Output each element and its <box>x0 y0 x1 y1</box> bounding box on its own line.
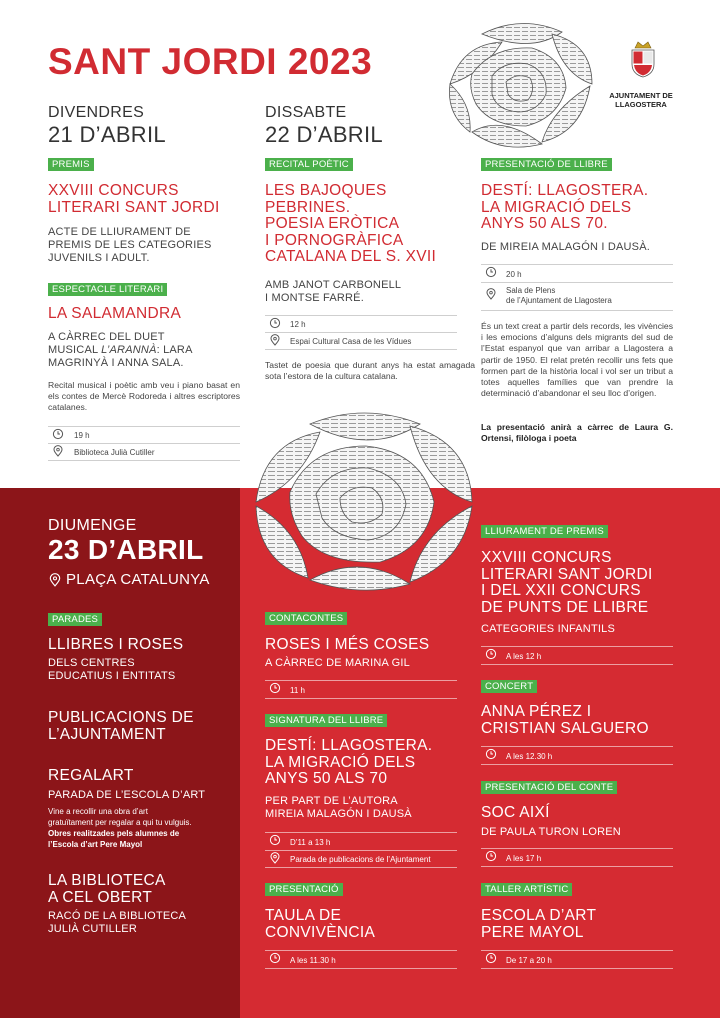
parade-1-title: LLIBRES I ROSES <box>48 636 184 653</box>
mid-2-time: D’11 a 13 h <box>290 838 331 847</box>
divider <box>265 867 457 868</box>
divider <box>265 332 457 333</box>
col3-tag-presentacio: PRESENTACIÓ DE LLIBRE <box>481 158 612 171</box>
divider <box>481 950 673 951</box>
col3-time: 20 h <box>506 270 522 279</box>
right-4-title: ESCOLA D’ART PERE MAYOL <box>481 907 597 941</box>
clock-icon <box>269 952 281 964</box>
mid-2-sub: PER PART DE L’AUTORA MIREIA MALAGÓN I DAUSÀ <box>265 795 412 820</box>
mid-3-title: TAULA DE CONVIVÈNCIA <box>265 907 376 941</box>
paper-rose-middle <box>250 402 478 598</box>
saturday-desc: Tastet de poesia que durant anys ha estat amagada sota l’estora de la cultura catalana. <box>265 360 475 382</box>
parade-4-sub: RACÓ DE LA BIBLIOTECA JULIÀ CUTILLER <box>48 910 187 935</box>
location-pin-icon <box>48 573 62 587</box>
sunday-bg-dark <box>0 488 240 1018</box>
mid-tag-contacontes: CONTACONTES <box>265 612 347 625</box>
clock-icon <box>485 648 497 660</box>
divider <box>265 968 457 969</box>
paper-rose-top <box>442 14 598 154</box>
divider <box>265 832 457 833</box>
saturday-date: 22 D’ABRIL <box>265 122 383 147</box>
divider <box>481 746 673 747</box>
friday-day: DIVENDRES <box>48 104 145 121</box>
divider <box>481 848 673 849</box>
friday-tag-espectacle: ESPECTACLE LITERARI <box>48 283 167 296</box>
sub-line-a: A CÀRREC DEL DUET <box>48 331 165 343</box>
col3-desc: És un text creat a partir dels records, les vivències i les emocions d’alguns dels migrants del sud de l’Estat espanyol que van arribar a Llagostera a partir de 1950. El relat pretén recollir uns fets que formen part de la història local i vol ser un tribut a totes aquelles famílies que van prendre la determinació d’abandonar el seu lloc d’origen. <box>481 321 673 399</box>
right-1-title: XXVIII CONCURS LITERARI SANT JORDI I DEL XXII CONCURS DE PUNTS DE LLIBRE <box>481 549 653 616</box>
col3-event-sub: DE MIREIA MALAGÓN I DAUSÀ. <box>481 241 651 253</box>
mid-tag-signatura: SIGNATURA DEL LLIBRE <box>265 714 387 727</box>
divider <box>265 349 457 350</box>
sub-line-c: : LARA <box>156 344 193 356</box>
divider <box>265 950 457 951</box>
friday-time: 19 h <box>74 431 90 440</box>
saturday-place: Espai Cultural Casa de les Vídues <box>290 337 412 346</box>
coat-of-arms-icon <box>618 40 668 78</box>
divider <box>481 664 673 665</box>
saturday-event-title: LES BAJOQUES PEBRINES. POESIA ERÒTICA I PORNOGRÀFICA CATALANA DEL S. XVII <box>265 182 437 265</box>
right-1-time: A les 12 h <box>506 652 542 661</box>
col3-event-title: DESTÍ: LLAGOSTERA. LA MIGRACIÓ DELS ANYS 50 ALS 70. <box>481 182 649 232</box>
divider <box>48 443 240 444</box>
saturday-time: 12 h <box>290 320 306 329</box>
band-name: L’ARANNÀ <box>101 344 157 356</box>
clock-icon <box>485 266 497 278</box>
clock-icon <box>269 834 281 846</box>
parade-3-note: Vine a recollir una obra d’art gratuïtament per regalar a qui tu vulguis. <box>48 807 192 827</box>
right-tag-concert: CONCERT <box>481 680 537 693</box>
sunday-tag-parades: PARADES <box>48 613 102 626</box>
friday-tag-premis: PREMIS <box>48 158 94 171</box>
mid-2-title: DESTÍ: LLAGOSTERA. LA MIGRACIÓ DELS ANYS 50 ALS 70 <box>265 737 433 787</box>
sunday-day: DIUMENGE <box>48 517 137 534</box>
friday-event1-title: XXVIII CONCURS LITERARI SANT JORDI <box>48 182 220 216</box>
location-pin-icon <box>269 334 281 346</box>
divider <box>265 315 457 316</box>
right-tag-conte: PRESENTACIÓ DEL CONTE <box>481 781 617 794</box>
clock-icon <box>269 682 281 694</box>
parade-3-note-bold: Obres realitzades pels alumnes de l’Escola d’art Pere Mayol <box>48 829 180 849</box>
parade-1-sub: DELS CENTRES EDUCATIUS I ENTITATS <box>48 657 176 682</box>
mid-3-time: A les 11.30 h <box>290 956 336 965</box>
right-3-title: SOC AIXÍ <box>481 804 550 821</box>
sunday-date: 23 D’ABRIL <box>48 534 204 565</box>
sunday-place: PLAÇA CATALUNYA <box>66 571 210 588</box>
mid-2-place: Parada de publicacions de l’Ajuntament <box>290 855 431 864</box>
divider <box>48 460 240 461</box>
divider <box>481 264 673 265</box>
location-pin-icon <box>269 852 281 864</box>
location-pin-icon <box>485 288 497 300</box>
parade-4-title: LA BIBLIOTECA A CEL OBERT <box>48 872 166 906</box>
col3-place: Sala de Plens de l’Ajuntament de Llagostera <box>506 286 612 305</box>
clock-icon <box>485 850 497 862</box>
col3-note: La presentació anirà a càrrec de Laura G. Ortensi, filòloga i poeta <box>481 422 673 444</box>
parade-2-title: PUBLICACIONS DE L’AJUNTAMENT <box>48 709 194 743</box>
divider <box>265 698 457 699</box>
clock-icon <box>485 748 497 760</box>
friday-place: Biblioteca Julià Cutiller <box>74 448 155 457</box>
divider <box>481 968 673 969</box>
right-3-sub: DE PAULA TURON LOREN <box>481 826 621 838</box>
clock-icon <box>485 952 497 964</box>
logo-text: AJUNTAMENT DE LLAGOSTERA <box>609 91 673 109</box>
parade-3-title: REGALART <box>48 767 134 784</box>
divider <box>265 850 457 851</box>
right-2-title: ANNA PÉREZ I CRISTIAN SALGUERO <box>481 703 649 737</box>
divider <box>481 282 673 283</box>
clock-icon <box>269 317 281 329</box>
divider <box>481 310 673 311</box>
saturday-day: DISSABTE <box>265 104 347 121</box>
saturday-tag-recital: RECITAL POÈTIC <box>265 158 353 171</box>
friday-event1-sub: ACTE DE LLIURAMENT DE PREMIS DE LES CATEGORIES JUVENILS I ADULT. <box>48 226 212 264</box>
mid-tag-presentacio: PRESENTACIÓ <box>265 883 343 896</box>
right-tag-taller: TALLER ARTÍSTIC <box>481 883 572 896</box>
divider <box>481 646 673 647</box>
saturday-event-sub: AMB JANOT CARBONELL I MONTSE FARRÉ. <box>265 279 402 304</box>
mid-1-title: ROSES I MÉS COSES <box>265 636 430 653</box>
parade-3-sub: PARADA DE L’ESCOLA D’ART <box>48 789 206 801</box>
mid-1-sub: A CÀRREC DE MARINA GIL <box>265 657 410 669</box>
location-pin-icon <box>52 445 64 457</box>
right-4-time: De 17 a 20 h <box>506 956 552 965</box>
clock-icon <box>52 428 64 440</box>
town-logo <box>618 40 668 78</box>
friday-event2-title: LA SALAMANDRA <box>48 305 182 322</box>
right-tag-lliurament: LLIURAMENT DE PREMIS <box>481 525 608 538</box>
friday-event2-desc: Recital musical i poètic amb veu i piano basat en els contes de Mercè Rodoreda i altres escriptores catalanes. <box>48 380 240 413</box>
page-title: SANT JORDI 2023 <box>48 41 373 82</box>
mid-1-time: 11 h <box>290 686 305 695</box>
right-3-time: A les 17 h <box>506 854 542 863</box>
divider <box>48 426 240 427</box>
divider <box>265 680 457 681</box>
sub-line-d: MAGRINYÀ I ANNA SALA. <box>48 357 184 369</box>
friday-date: 21 D’ABRIL <box>48 122 166 147</box>
sub-line-b: MUSICAL <box>48 344 102 356</box>
divider <box>481 764 673 765</box>
friday-event2-sub <box>48 331 248 370</box>
right-1-sub: CATEGORIES INFANTILS <box>481 623 615 635</box>
divider <box>481 866 673 867</box>
right-2-time: A les 12.30 h <box>506 752 553 761</box>
